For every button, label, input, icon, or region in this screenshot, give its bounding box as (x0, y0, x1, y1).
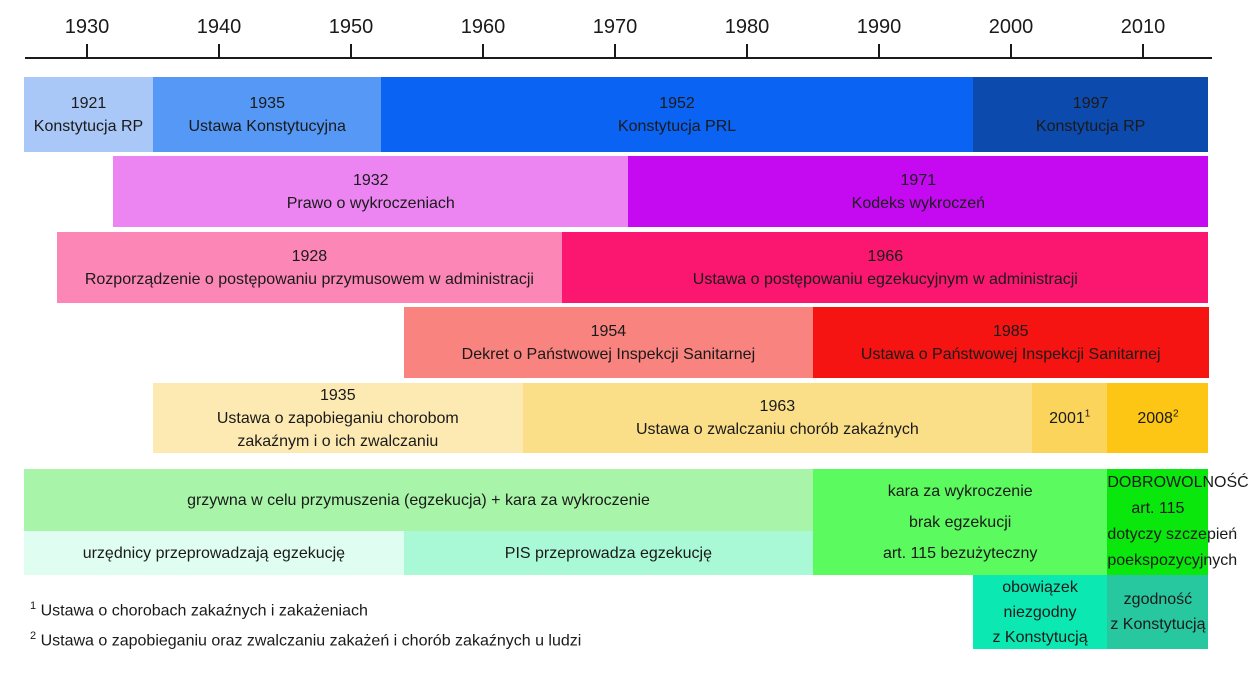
timeline-span-1935-ustawa-o-zapobieganiu-chorobom (153, 383, 523, 453)
span-text-line: zgodność (1123, 591, 1193, 608)
timeline-span-1971-kodeks-wykroczen (628, 156, 1208, 227)
axis-tick-mark-1960 (482, 44, 484, 57)
footnote-2-marker: 2 (30, 630, 37, 642)
timeline-span-zgodnos-c (1107, 575, 1208, 649)
span-year-label: 1985 (992, 322, 1029, 340)
span-text-line: art. 115 (1131, 500, 1185, 517)
axis-tick-label-1940: 1940 (196, 16, 242, 38)
span-text-line: Prawo o wykroczeniach (286, 194, 455, 212)
timeline-span-1928-rozporza-dzenie-o-poste-powaniu-przymusowem-w-administracji (57, 232, 563, 303)
axis-tick-label-1960: 1960 (460, 16, 506, 38)
span-text-line: z Konstytucją (992, 628, 1088, 646)
span-text-line: Konstytucja RP (1035, 117, 1146, 135)
axis-tick-label-1950: 1950 (328, 16, 374, 38)
axis-tick-label-1990: 1990 (856, 16, 902, 38)
span-text-line: zakaźnym i o ich zwalczaniu (237, 432, 439, 450)
axis-tick-mark-1940 (218, 44, 220, 57)
footnote-1-text: Ustawa o chorobach zakaźnych i zakażeniach (40, 602, 368, 620)
span-text-line: Rozporządzenie o postępowaniu przymusowem w administracji (84, 270, 534, 288)
axis-tick-label-2000: 2000 (988, 16, 1034, 38)
span-text-line: Ustawa Konstytucyjna (188, 117, 346, 135)
timeline-span-grzywna-w-celu-przymuszenia-egzekucja-kara-za-wykroczenie (24, 469, 813, 531)
span-text-line: urzędnicy przeprowadzają egzekucję (82, 544, 346, 562)
span-year-label: 1928 (291, 247, 328, 265)
span-year-label: 2008$^2$ (1137, 408, 1179, 427)
span-text-line: poekspozycyjnych (1107, 552, 1238, 569)
span-text-line: art. 115 bezużyteczny (882, 544, 1038, 562)
span-text-line: Ustawa o zwalczaniu chorób zakaźnych (635, 421, 919, 438)
timeline-span-1921-konstytucja-rp (24, 77, 153, 152)
span-text-line: Ustawa o zapobieganiu chorobom (216, 409, 459, 427)
timeline-span-dobrowolnos-c (1107, 469, 1249, 575)
span-year-label: 2001$^1$ (1049, 408, 1091, 427)
span-text-line: Ustawa o Państwowej Inspekcji Sanitarnej (860, 345, 1161, 363)
axis-tick-mark-1950 (350, 44, 352, 57)
axis-tick-label-1980: 1980 (724, 16, 770, 38)
span-year-label: 1932 (352, 171, 389, 189)
footnote-2-text: Ustawa o zapobieganiu oraz zwalczaniu zakażeń i chorób zakaźnych u ludzi (40, 632, 582, 650)
footnote-1 (30, 600, 368, 620)
timeline-span-1952-konstytucja-prl (381, 77, 972, 152)
footnote-1-marker: 1 (30, 600, 37, 612)
span-year-label: 1966 (867, 247, 904, 265)
span-text-line: PIS przeprowadza egzekucję (504, 544, 712, 562)
timeline-span-1932-prawo-o-wykroczeniach (113, 156, 628, 227)
axis-tick-mark-1970 (614, 44, 616, 57)
span-text-line: Dekret o Państwowej Inspekcji Sanitarnej (461, 345, 756, 363)
span-text-line: grzywna w celu przymuszenia (egzekucja) + kara za wykroczenie (187, 491, 650, 509)
span-year-label: 1963 (759, 398, 796, 415)
span-footnote-marker: 2 (1172, 408, 1179, 420)
timeline-span-obowia-zek (973, 575, 1108, 649)
span-text-line: Konstytucja RP (33, 117, 144, 135)
footnote-2 (30, 630, 581, 650)
span-footnote-marker: 1 (1084, 408, 1091, 420)
axis-tick-label-1930: 1930 (64, 16, 110, 38)
span-year-label: 1921 (70, 94, 107, 112)
timeline-span-1966-ustawa-o-poste-powaniu-egzekucyjnym-w-administracji (562, 232, 1208, 303)
timeline-span-1963-ustawa-o-zwalczaniu-choro-b-zakaz-nych (523, 383, 1033, 453)
timeline-span-1985-ustawa-o-pan-stwowej-inspekcji-sanitarnej (813, 307, 1209, 378)
span-text-line: Konstytucja PRL (617, 117, 737, 135)
timeline-span-pis-przeprowadza-egzekucje (404, 531, 813, 575)
axis-tick-mark-1930 (86, 44, 88, 57)
span-text-line: niezgodny (1003, 603, 1077, 621)
axis-tick-mark-1990 (878, 44, 880, 57)
span-year-label: 1954 (590, 322, 627, 340)
timeline-span-urze-dnicy-przeprowadzaja-egzekucje (24, 531, 404, 575)
axis-tick-mark-1980 (746, 44, 748, 57)
axis-line (25, 57, 1212, 59)
span-year-label: 1935 (249, 94, 285, 112)
timeline-span-2001-choroby (1032, 383, 1107, 453)
axis-tick-label-1970: 1970 (592, 16, 638, 38)
span-text-line: Ustawa o postępowaniu egzekucyjnym w administracji (692, 270, 1078, 288)
axis-tick-mark-2010 (1142, 44, 1144, 57)
span-text-line: Kodeks wykroczeń (851, 194, 986, 212)
timeline-span-2008-choroby (1107, 383, 1208, 453)
span-text-line: z Konstytucją (1110, 616, 1206, 633)
span-year-label: 1952 (659, 94, 695, 112)
timeline-span-1997-konstytucja-rp (973, 77, 1209, 152)
axis-tick-label-2010: 2010 (1120, 16, 1166, 38)
span-year-label: 1935 (320, 386, 356, 404)
timeline-span-1935-ustawa-konstytucyjna (153, 77, 381, 152)
span-text-line: kara za wykroczenie (887, 482, 1033, 500)
span-text-line: brak egzekucji (909, 513, 1012, 531)
span-text-line: obowiązek (1002, 578, 1078, 596)
span-year-label: 1971 (900, 171, 937, 189)
timeline-span-1954-dekret-o-pan-stwowej-inspekcji-sanitarnej (404, 307, 813, 378)
span-year-label: 1997 (1072, 94, 1109, 112)
span-text-line: dotyczy szczepień (1107, 526, 1238, 543)
timeline-span-kara-za-wykroczenie (813, 469, 1107, 575)
axis-tick-mark-2000 (1010, 44, 1012, 57)
span-text-line: DOBROWOLNOŚĆ (1107, 474, 1249, 491)
